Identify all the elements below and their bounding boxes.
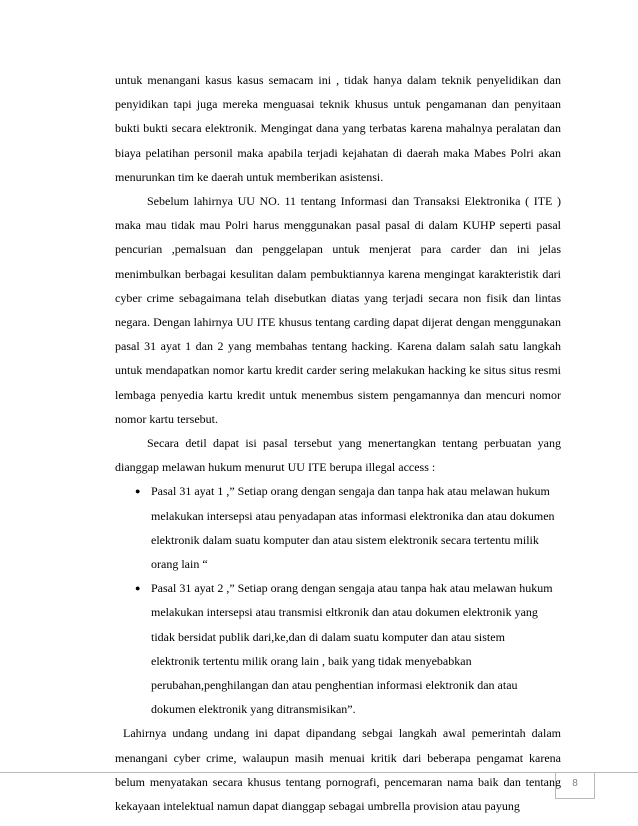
paragraph-2: Sebelum lahirnya UU NO. 11 tentang Informasi dan Transaksi Elektronika ( ITE ) maka mau tidak mau Polri harus menggunakan pasal pasal di dalam KUHP seperti pasal pencurian ,pemalsuan dan penggelapan untuk menjerat para carder dan ini jelas menimbulkan berbagai kesulitan dalam pembuktiannya karena mengingat karakteristik dari cyber crime sebagaimana telah disebutkan diatas yang terjadi secara non fisik dan lintas negara. Dengan lahirnya UU ITE khusus tentang carding dapat dijerat dengan menggunakan pasal 31 ayat 1 dan 2 yang membahas tentang hacking. Karena dalam salah satu langkah untuk mendapatkan nomor kartu kredit carder sering melakukan hacking ke situs situs resmi lembaga penyedia kartu kredit untuk menembus sistem pengamannya dan mencuri nomor nomor kartu tersebut. xyxy=(115,194,561,426)
paragraph-closing: Lahirnya undang undang ini dapat dipandang sebgai langkah awal pemerintah dalam menangani cyber crime, walaupun masih menuai kritik dari beberapa pengamat karena belum menyatakan secara khusus tentang pornografi, pencemaran nama baik dan tentang kekayaan intelektual namun dapat dianggap sebagai umbrella provision atau payung xyxy=(115,726,561,814)
page-number: 8 xyxy=(572,778,578,789)
footer-rule xyxy=(0,772,638,773)
paragraph-1: untuk menangani kasus kasus semacam ini , tidak hanya dalam teknik penyelidikan dan penyidikan tapi juga mereka menguasai teknik khusus untuk pengamanan dan penyitaan bukti bukti secara elektronik. Mengingat dana yang terbatas karena mahalnya peralatan dan biaya pelatihan personil maka apabila terjadi kejahatan di daerah maka Mabes Polri akan menurunkan tim ke daerah untuk memberikan asistensi. xyxy=(115,73,561,184)
list-item xyxy=(135,479,561,576)
bullet-icon: ● xyxy=(135,583,141,594)
list-item xyxy=(135,576,561,721)
paragraph-3: Secara detil dapat isi pasal tersebut yang menertangkan tentang perbuatan yang dianggap melawan hukum menurut UU ITE berupa illegal access : xyxy=(115,436,561,475)
page-body xyxy=(115,68,561,818)
list-item-text: Pasal 31 ayat 2 ,” Setiap orang dengan sengaja atau tanpa hak atau melawan hukum melakukan intersepsi atau transmisi eltkronik dan atau dokumen elektronik yang tidak bersidat publik dari,ke,dan di dalam suatu komputer dan atau sistem elektronik tertentu milik orang lain , baik yang tidak menyebabkan perubahan,penghilangan dan atau penghentian informasi elektronik dan atau dokumen elektronik yang ditransmisikan”. xyxy=(151,581,553,717)
bullet-icon: ● xyxy=(135,486,141,497)
list-item-text: Pasal 31 ayat 1 ,” Setiap orang dengan sengaja dan tanpa hak atau melawan hukum melakukan intersepsi atau penyadapan atas informasi elektronika dan atau dokumen elektronik dalam suatu komputer dan atau sistem elektronik secara tertentu milik orang lain “ xyxy=(151,484,555,572)
article-list xyxy=(115,479,561,721)
